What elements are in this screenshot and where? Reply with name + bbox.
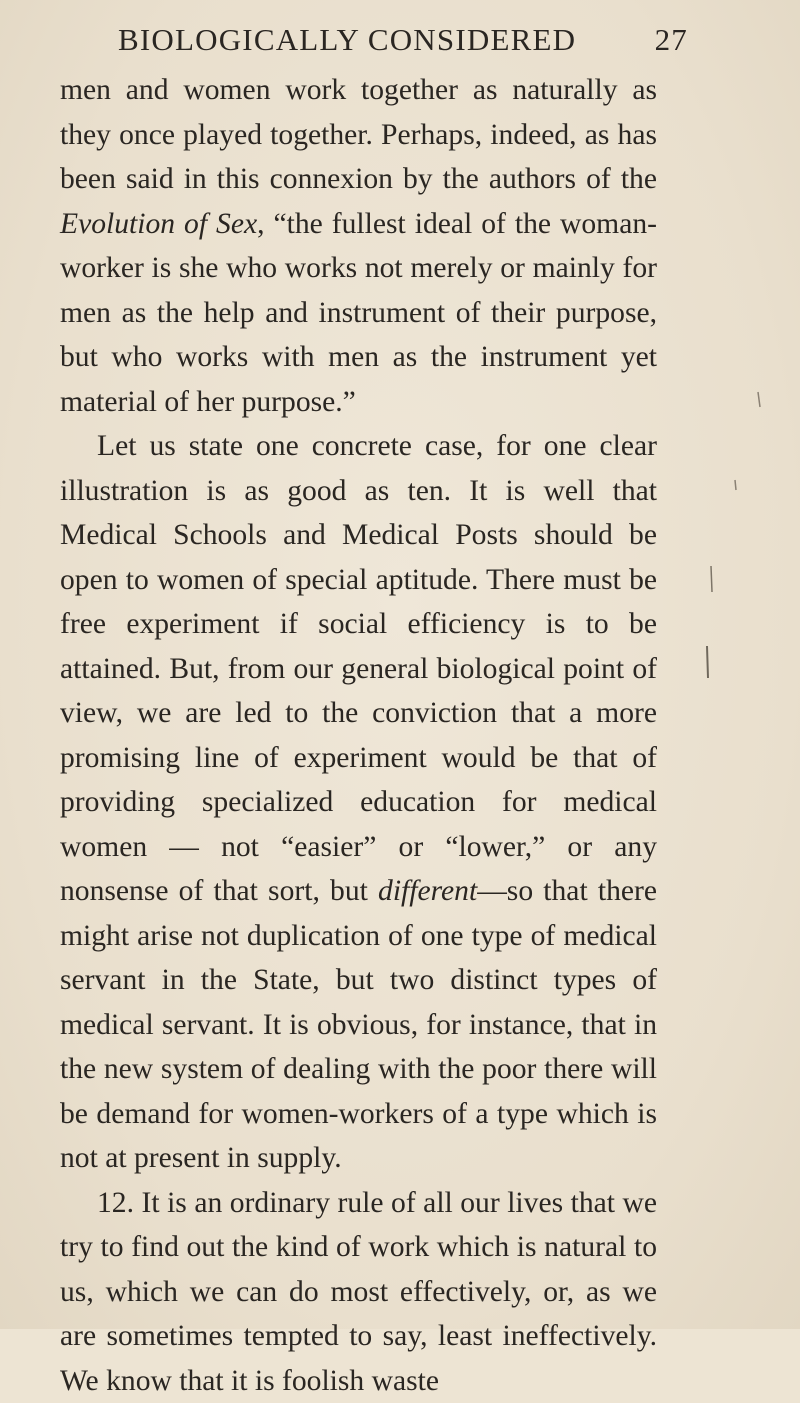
paragraph-1-intro: men and women work together as naturally as they once played together. Perhaps, indeed, as has been said in this connexion by the authors of the — [60, 74, 657, 195]
book-title: Evolution of Sex — [60, 208, 257, 240]
edge-mark-4 — [707, 646, 708, 678]
running-head — [118, 10, 688, 70]
page-number: 27 — [655, 10, 688, 70]
edge-mark-1 — [758, 392, 760, 407]
edge-mark-2 — [735, 480, 736, 490]
emphasized-word: different — [378, 875, 477, 907]
paragraph-1 — [60, 68, 657, 424]
body-text — [60, 68, 657, 1403]
running-title: BIOLOGICALLY CONSIDERED — [118, 22, 576, 57]
paragraph-3-text: 12. It is an ordinary rule of all our lives that we try to find out the kind of work which is natural to us, which we can do most effectively, or, as we are sometimes tempted to say, least ineffectively. We know that it is foolish waste — [60, 1187, 657, 1397]
paragraph-1-rest: , “the fullest ideal of the woman-worker is she who works not merely or mainly for men as the help and instrument of their purpose, but who works with men as the instrument yet material of her purpose.” — [60, 208, 657, 418]
paragraph-2 — [60, 424, 657, 1181]
paragraph-2-intro: Let us state one concrete case, for one clear illustration is as good as ten. It is well that Medical Schools and Medical Posts should be open to women of special aptitude. There must be free experiment if social efficiency is to be attained. But, from our general biological point of view, we are led to the conviction that a more promising line of experiment would be that of providing specialized education for medical women — not “easier” or “lower,” or any nonsense of that sort, but — [60, 430, 657, 907]
paragraph-2-rest: —so that there might arise not duplication of one type of medical servant in the State, but two distinct types of medical servant. It is obvious, for instance, that in the new system of dealing with the poor there will be demand for women-workers of a type which is not at present in supply. — [60, 875, 657, 1174]
edge-mark-3 — [711, 566, 712, 592]
paragraph-3 — [60, 1181, 657, 1403]
page-edge-marks — [657, 0, 800, 1329]
